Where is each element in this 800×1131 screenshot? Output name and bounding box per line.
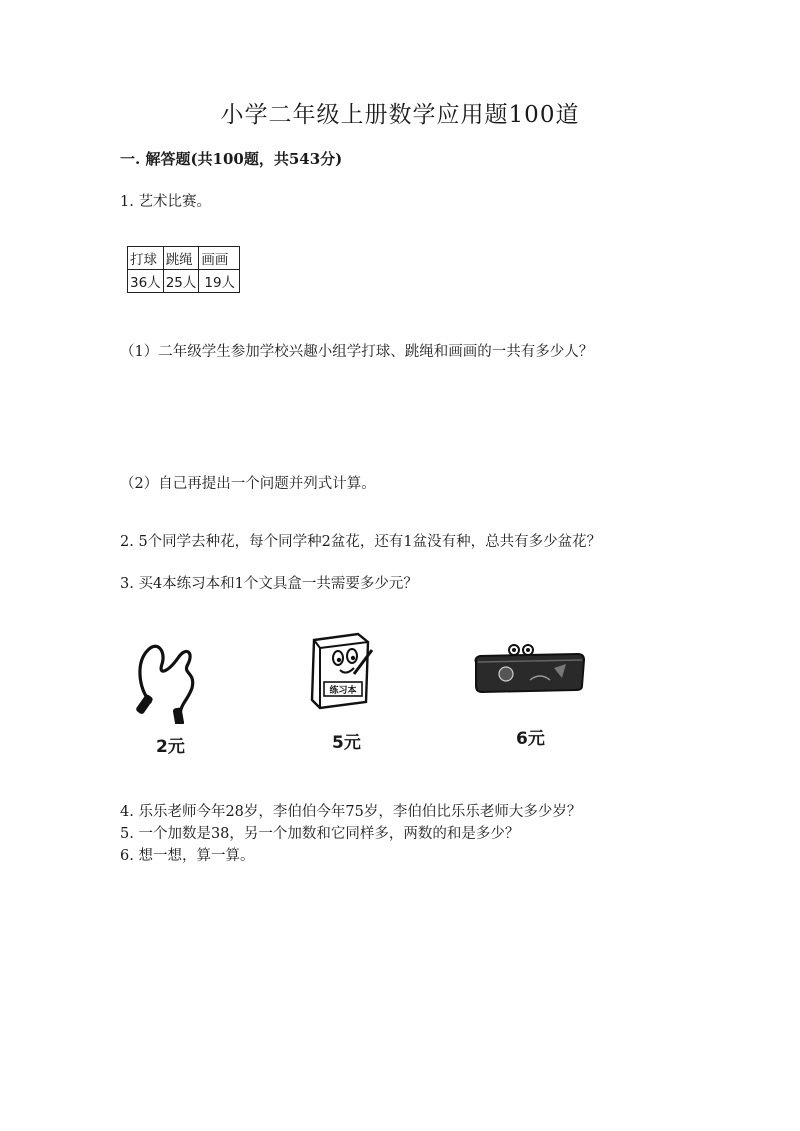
pencil-case-price: 6元 bbox=[516, 729, 545, 749]
pencil-case-icon bbox=[470, 640, 588, 696]
exercise-book-item bbox=[292, 630, 392, 762]
question-4: 4. 乐乐老师今年28岁，李伯伯今年75岁，李伯伯比乐乐老师大多少岁？ bbox=[120, 804, 582, 820]
exercise-book-price: 5元 bbox=[332, 733, 361, 753]
question-2: 2. 5个同学去种花，每个同学种2盆花，还有1盆没有种，总共有多少盆花？ bbox=[120, 534, 602, 550]
question-3-stem: 3. 买4本练习本和1个文具盒一共需要多少元？ bbox=[120, 576, 418, 592]
table-header-row bbox=[128, 247, 240, 270]
pencil-case-item bbox=[470, 640, 590, 752]
jump-rope-price: 2元 bbox=[156, 737, 185, 757]
question-1-sub-2: （2）自己再提出一个问题并列式计算。 bbox=[120, 476, 376, 492]
page-title: 小学二年级上册数学应用题100道 bbox=[220, 102, 580, 128]
jump-rope-item bbox=[118, 632, 228, 762]
question-5: 5. 一个加数是38，另一个加数和它同样多，两数的和是多少？ bbox=[120, 826, 520, 842]
table-value-cell: 36人 bbox=[128, 270, 164, 293]
table-header-cell: 打球 bbox=[128, 247, 164, 270]
question-1-sub-1: （1）二年级学生参加学校兴趣小组学打球、跳绳和画画的一共有多少人？ bbox=[120, 344, 594, 360]
table-value-cell: 19人 bbox=[199, 270, 240, 293]
section-heading: 一. 解答题(共100题，共543分) bbox=[120, 150, 343, 168]
table-header-cell: 跳绳 bbox=[163, 247, 199, 270]
art-competition-table bbox=[127, 246, 240, 293]
exercise-book-icon bbox=[306, 630, 376, 710]
question-1-stem: 1. 艺术比赛。 bbox=[120, 194, 211, 210]
question-6: 6. 想一想，算一算。 bbox=[120, 848, 255, 864]
book-cover-label: 练习本 bbox=[329, 686, 357, 696]
table-value-cell: 25人 bbox=[163, 270, 199, 293]
table-header-cell: 画画 bbox=[199, 247, 240, 270]
table-value-row bbox=[128, 270, 240, 293]
jump-rope-icon bbox=[128, 632, 208, 724]
